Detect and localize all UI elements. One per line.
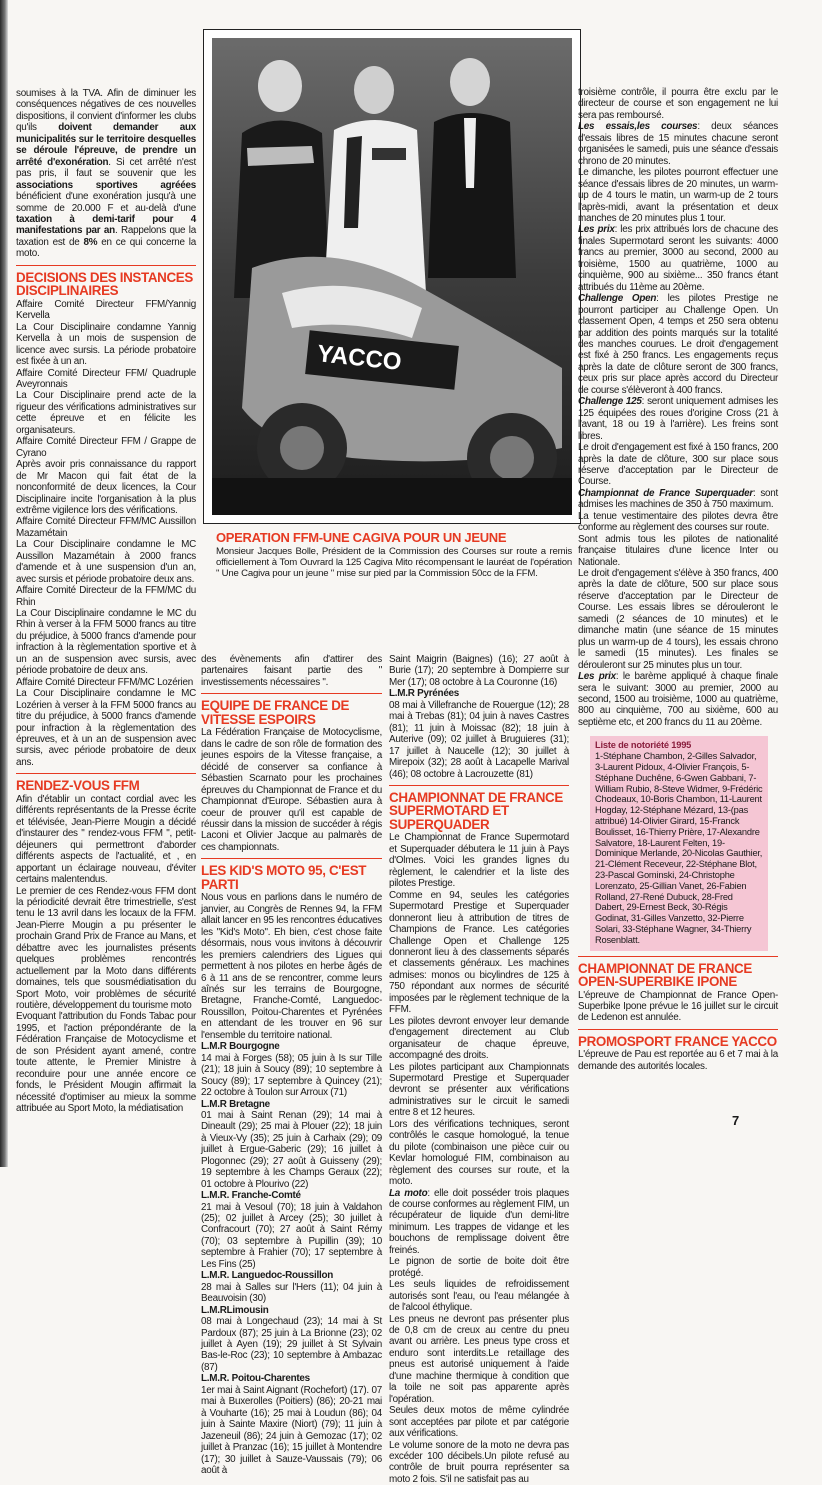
yacco-sign: YACCO	[316, 340, 403, 376]
caption-title: OPERATION FFM-UNE CAGIVA POUR UN JEUNE	[216, 531, 572, 545]
column-3	[389, 654, 569, 1158]
column-2	[201, 654, 382, 1158]
moto-para: La moto: elle doit posséder trois plaques de course conformes au règlement FIM, un récupérateur de liquide d'un demi-litre minimum. Les trappes de vidange et les bouchons de remplissage doivent être freinés.	[389, 1188, 569, 1257]
decision-para: Affaire Comité Directeur FFM/MC Aussillon Mazamétain	[16, 516, 196, 539]
yacco-para: L'épreuve de Pau est reportée au 6 et 7 mai à la demande des autorités locales.	[578, 1049, 778, 1072]
league-name: L.M.R. Franche-Comté	[201, 1190, 382, 1201]
supermotard-para: Comme en 94, seules les catégories Supermotard Prestige et Superquader donneront lieu à attribution de titres de Champions de France. Les catégories Challenge Open et Challenge 125 donneront lieu à des classements séparés et classements généraux. Les machines admises: monos ou bicylindres de 125 à 750 répondant aux normes de sécurité imposées par le règlement technique de la FFM.	[389, 890, 569, 1016]
league-dates: 01 mai à Saint Renan (29); 14 mai à Dineault (29); 25 mai à Plouer (22); 18 juin à Vieux-Vy (35); 25 juin à Carhaix (29); 09 juillet à Ergue-Gaberic (29); 16 juillet à Plogonnec (29); 27 août à Guisseny (29); 19 septembre à les Champs Geraux (22); 01 octobre à Plourivo (22)	[201, 1110, 382, 1190]
supermotard-para: Le volume sonore de la moto ne devra pas excéder 100 décibels.Un pilote refusé au contrôle de bruit pourra représenter sa moto 2 fois. S'il ne satisfait pas au	[389, 1440, 569, 1485]
league-name: L.M.R. Poitou-Charentes	[201, 1373, 382, 1384]
supermotard-heading: CHAMPIONNAT DE FRANCE SUPERMOTARD ET SUPERQUADER	[389, 791, 569, 832]
essais-para: Les essais,les courses: deux séances d'essais libres de 15 minutes chacune seront organisées le samedi, puis une séance d'essais chrono de 20 minutes.	[578, 121, 778, 167]
column-1	[16, 88, 196, 1158]
supermotard-para: Le Championnat de France Supermotard et Superquader débutera le 11 juin à Pays d'Olmes. Voici les grandes lignes du règlement, le calendrier et la liste des pilotes Prestige.	[389, 832, 569, 889]
decisions-heading: DECISIONS DES INSTANCES DISCIPLINAIRES	[16, 271, 196, 298]
dimanche-para: Le dimanche, les pilotes pourront effectuer une séance d'essais libres de 20 minutes, un warm-up de 4 tours le matin, un warm-up de 2 tours l'après-midi, avant la présentation et deux manches de 20 minutes plus 1 tour.	[578, 167, 778, 224]
photo-illustration	[212, 38, 572, 515]
espoirs-para: La Fédération Française de Motocyclisme, dans le cadre de son rôle de formation des jeunes espoirs de la Vitesse française, a décidé de conserver sa confiance à Sébastien Scarnato pour les prochaines épreuves du Championnat de France et du Championnat d'Europe. Sébastien aura à coeur de prouver qu'il est capable de réussir dans la mission de succéder à régis Laconi et Olivier Jacque au palmarès de ces championnats.	[201, 727, 382, 853]
kids-para: Nous vous en parlions dans le numéro de janvier, au Congrès de Rennes 94, la FFM allait lancer en 95 les rencontres éducatives les "Kid's Moto". Eh bien, c'est chose faite désormais, nous vous invitons à découvrir les premiers calendriers des Ligues qui permettent à nos pilotes en herbe âgés de 6 à 11 ans de se rencontrer, comme leurs aînés sur les terrains de Bourgogne, Bretagne, Franche-Comté, Languedoc-Roussillon, Poitou-Charentes et Pyrénées en attendant de les trouver en 96 sur l'ensemble du territoire national.	[201, 892, 382, 1041]
continued-para: troisième contrôle, il pourra être exclu par le directeur de course et son engagement ne lui sera pas remboursé.	[578, 87, 778, 121]
notoriety-list-title: Liste de notoriété 1995	[595, 740, 691, 750]
league-dates: 08 mai à Longechaud (23); 14 mai à St Pardoux (87); 25 juin à La Brionne (23); 02 juillet à Ayen (19); 29 juillet à St Sylvain Bas-le-Roc (23); 10 septembre à Ambazac (87)	[201, 1316, 382, 1373]
supermotard-para: Les pilotes devront envoyer leur demande d'engagement directement au Club organisateur de chaque épreuve, accompagné des droits.	[389, 1016, 569, 1062]
section-rule	[201, 693, 382, 694]
superquader-para: La tenue vestimentaire des pilotes devra être conforme au règlement des courses sur route.	[578, 511, 778, 534]
section-rule	[16, 773, 196, 774]
c125-fee-para: Le droit d'engagement est fixé à 150 francs, 200 après la date de clôture, 300 sur place sous réserve d'acceptation par le Directeur de Course.	[578, 442, 778, 488]
league-name: L.M.R Pyrénées	[389, 688, 569, 699]
section-rule	[16, 265, 196, 266]
decision-para: La Cour Disciplinaire condamne le MC Lozérien à verser à la FFM 5000 francs au titre du préjudice, à 5000 francs d'amende pour infraction à la règlementation des épreuves, et à un an de suspension avec sursis, avec période probatoire de deux ans.	[16, 688, 196, 768]
award-photo	[212, 38, 572, 515]
page-binding-edge	[0, 0, 8, 1167]
supermotard-para: Les pneus ne devront pas présenter plus de 0,8 cm de creux au centre du pneu avant ou arrière. Les pneus type cross et enduro sont interdits.Le retaillage des pneus est autorisé uniquement à l'aide d'une machine thermique à condition que la toile ne soit pas apparente après l'opération.	[389, 1314, 569, 1406]
supermotard-para: Lors des vérifications techniques, seront contrôlés le casque homologué, la tenue du pilote (combinaison une pièce cuir ou Kevlar homologué FIM, combinaison au règlement des courses sur route, et la moto.	[389, 1119, 569, 1188]
decision-para: Affaire Comité Directeur FFM/Yannig Kervella	[16, 299, 196, 322]
superquader-para: Le droit d'engagement s'élève à 350 francs, 400 après la date de clôture, 500 sur place sous réserve d'acceptation par le Directeur de Course. Les essais libres se dérouleront le samedi (2 séances de 10 minutes) et le dimanche matin (une séance de 15 minutes plus un warm-up de 4 tours), les essais chrono le samedi (15 minutes). Les finales se dérouleront sur 25 minutes plus un tour.	[578, 568, 778, 671]
league-dates: 1er mai à Saint Aignant (Rochefort) (17). 07 mai à Buxerolles (Poitiers) (86); 20-21 mai à Vouharte (16); 25 mai à Loudun (86); 04 juin à Sainte Maxire (Niort) (79); 11 juin à Jazeneuil (86); 24 juin à Gemozac (17); 02 juillet à Pranzac (16); 15 juillet à Montendre (17); 30 juillet à Sauze-Vaussais (79); 06 août à	[201, 1385, 382, 1477]
notoriety-list-box	[590, 736, 768, 950]
section-rule	[389, 785, 569, 786]
section-rule	[578, 1029, 778, 1030]
page-number: 7	[732, 1113, 739, 1128]
superquader-para: Championnat de France Superquader: sont admises les machines de 350 à 750 maximum.	[578, 488, 778, 511]
rdv-para: Le premier de ces Rendez-vous FFM dont la périodicité devrait être trimestrielle, s'est tenu le 13 avril dans les locaux de la FFM. Jean-Pierre Mougin a pu présenter le prochain Grand Prix de France au Mans, et débattre avec les journalistes présents quelques problèmes rencontrés actuellement par la Moto dans différents domaines, tels que sousmédiatisation du Sport Moto, voir problèmes de sécurité routière, développement du tourisme moto	[16, 886, 196, 1012]
section-rule	[201, 858, 382, 859]
notoriety-list-text: 1-Stéphane Chambon, 2-Gilles Salvador, 3-Laurent Pidoux, 4-Olivier François, 5-Stéphane Duchêne, 6-Gwen Gabbani, 7-William Rubio, 8-Steve Widmer, 9-Frédéric Chodeaux, 10-Boris Chambon, 11-Laurent Hogday, 12-Stéphane Mézard, 13-(pas attribué) 14-Olivier Girard, 15-Franck Boulisset, 16-Thierry Prière, 17-Alexandre Salvatore, 18-Laurent Felten, 19-Dominique Merlande, 20-Nicolas Gauthier, 21-Clément Receveur, 22-Stéphane Blot, 23-Pascal Gominski, 24-Christophe Lorenzato, 25-Gillian Vanet, 26-Fabien Rolland, 27-René Dubuck, 28-Fred Dabert, 29-Ernest Beck, 30-Régis Godinat, 31-Gilles Vanzetto, 32-Pierre Solari, 33-Stéphane Wagner, 34-Thierry Rosenblatt.	[595, 751, 762, 945]
supermotard-para: Seules deux motos de même cylindrée sont acceptées par pilote et par catégorie aux vérifications.	[389, 1405, 569, 1439]
decision-para: Affaire Comité Directeur FFM / Grappe de Cyrano	[16, 436, 196, 459]
column-4	[578, 87, 778, 1162]
league-name: L.M.RLimousin	[201, 1305, 382, 1316]
league-name: L.M.R. Languedoc-Roussillon	[201, 1270, 382, 1281]
section-rule	[578, 956, 778, 957]
kids-heading: LES KID'S MOTO 95, C'EST PARTI	[201, 864, 382, 891]
ipone-para: L'épreuve de Championnat de France Open-Superbike Ipone prévue le 16 juillet sur le circuit de Ledenon est annulée.	[578, 990, 778, 1024]
photo-frame	[203, 29, 581, 524]
league-dates: 21 mai à Vesoul (70); 18 juin à Valdahon (25); 02 juillet à Arcey (25); 30 juillet à Confracourt (70); 27 août à Saint Rémy (70); 03 septembre à Pupillin (39); 10 septembre à Frahier (70); 17 septembre à Les Fins (25)	[201, 1202, 382, 1271]
superquader-para: Sont admis tous les pilotes de nationalité française titulaires d'une licence Inter ou Nationale.	[578, 534, 778, 568]
decision-para: La Cour Disciplinaire condamne le MC Aussillon Mazamétain à 2000 francs d'amende et à une suspension d'un an, avec sursis et période probatoire deux ans.	[16, 539, 196, 585]
caption-text: Monsieur Jacques Bolle, Président de la Commission des Courses sur route a remis officiellement à Tom Ouvrard la 125 Cagiva Mito récompensant le lauréat de l'opération " Une Cagiva pour un jeune " mise sur pied par la Commission 50cc de la FFM.	[216, 546, 572, 579]
ipone-heading: CHAMPIONNAT DE FRANCE OPEN-SUPERBIKE IPONE	[578, 962, 778, 989]
supermotard-para: Les pilotes participant aux Championnats Supermotard Prestige et Superquader devront se présenter aux vérifications administratives sur le circuit le samedi entre 8 et 12 heures.	[389, 1062, 569, 1119]
league-dates: 08 mai à Villefranche de Rouergue (12); 28 mai à Trebas (81); 04 juin à naves Castres (81); 11 juin à Moissac (82); 18 juin à Auterive (09); 02 juillet à Bruguieres (31); 17 juillet à Naucelle (12); 30 juillet à Mirepoix (32); 28 août à Lacapelle Marival (46); 08 octobre à Lacrouzette (81)	[389, 700, 569, 780]
prix-para: Les prix: les prix attribués lors de chacune des finales Supermotard seront les suivants: 4000 francs au premier, 3000 au second, 2000 au troisième, 1500 au quatrième, 1000 au cinquième, 900 au sixième... 350 francs étant attribués du 11ème au 20ème.	[578, 224, 778, 293]
decision-para: Affaire Comité Directeur de la FFM/MC du Rhin	[16, 585, 196, 608]
decision-para: La Cour Disciplinaire condamne Yannig Kervella à un mois de suspension de licence avec sursis. La période probatoire est fixée à un an.	[16, 322, 196, 368]
photo-caption	[216, 531, 572, 579]
yacco-heading: PROMOSPORT FRANCE YACCO	[578, 1035, 778, 1049]
rdv-heading: RENDEZ-VOUS FFM	[16, 779, 196, 793]
league-dates: 28 mai à Salles sur l'Hers (11); 04 juin à Beauvoisin (30)	[201, 1282, 382, 1305]
league-dates: 14 mai à Forges (58); 05 juin à Is sur Tille (21); 18 juin à Soucy (89); 10 septembre à Soucy (89); 17 septembre à Quincey (21); 22 octobre à Toulon sur Arroux (71)	[201, 1053, 382, 1099]
tva-paragraph: soumises à la TVA. Afin de diminuer les conséquences négatives de ces nouvelles dispositions, il convient d'informer les clubs qu'ils doivent demander aux municipalités sur le territoire desquelles se déroule l'épreuve, de prendre un arrêté d'exonération. Si cet arrêté n'est pas pris, il faut se souvenir que les associations sportives agréées bénéficient d'une exonération jusqu'à une somme de 20.000 F et au-delà d'une taxation à demi-tarif pour 4 manifestations par an. Rappelons que la taxation est de 8% en ce qui concerne la moto.	[16, 88, 196, 260]
espoirs-heading: EQUIPE DE FRANCE DE VITESSE ESPOIRS	[201, 699, 382, 726]
continued-para: Saint Maigrin (Baignes) (16); 27 août à Burie (17); 20 septembre à Dompierre sur Mer (17); 08 octobre à La Couronne (16)	[389, 654, 569, 688]
decision-para: Après avoir pris connaissance du rapport de Mr Macon qui fait état de la nonconformité de deux licences, la Cour Disciplinaire incite l'organisation à la plus extrême vigilence lors des vérifications.	[16, 459, 196, 516]
decision-para: Affaire Comité Directeur FFM/ Quadruple Aveyronnais	[16, 368, 196, 391]
league-name: L.M.R Bretagne	[201, 1099, 382, 1110]
supermotard-para: Les seuls liquides de refroidissement autorisés sont l'eau, ou l'eau mélangée à de l'alcool éthylique.	[389, 1279, 569, 1313]
decision-para: Affaire Comité Directeur FFM/MC Lozérien	[16, 677, 196, 688]
c125-para: Challenge 125: seront uniquement admises les 125 équipées des roues d'origine Cross (21 à l'avant, 18 ou 19 à l'arrière). Les freins sont libres.	[578, 396, 778, 442]
decision-para: La Cour Disciplinaire prend acte de la rigueur des vérifications administratives sur cette épreuve et en félicite les organisateurs.	[16, 390, 196, 436]
open-para: Challenge Open: les pilotes Prestige ne pourront participer au Challenge Open. Un classement Open, 4 temps et 250 sera obtenu par addition des points marqués sur la totalité des manches courues. Le droit d'engagement est fixé à 250 francs. Les engagements reçus après la date de clôture seront de 300 francs, ceux pris sur place après accord du Directeur de course s'élèveront à 400 francs.	[578, 293, 778, 396]
continued-para: des évènements afin d'attirer des partenaires faisant partie des " investissements nécessaires ".	[201, 654, 382, 688]
supermotard-para: Le pignon de sortie de boite doit être protégé.	[389, 1256, 569, 1279]
rdv-para: Evoquant l'attribution du Fonds Tabac pour 1995, et l'action prépondérante de la Fédération Française de Motocyclisme et de son Président ayant amené, contre toute attente, le Premier Ministre à reconduire pour une année encore ce fonds, le Président Mougin affirmait la nécessité d'optimiser au mieux la somme attribuée au Sport Moto, la médiatisation	[16, 1011, 196, 1114]
rdv-para: Afin d'établir un contact cordial avec les différents représentants de la Presse écrite et télévisée, Jean-Pierre Mougin a décidé d'instaurer des " rendez-vous FFM ", petit-déjeuners qui permettront d'aborder différents aspects de l'actualité, et , en apportant un éclairage nouveau, d'éviter certains malentendus.	[16, 794, 196, 886]
prix2-para: Les prix: le barème appliqué à chaque finale sera le suivant: 3000 au premier, 2000 au second, 1500 au troisième, 1000 au quatrième, 800 au cinquième, 700 au sixième, 600 au septième etc, et 200 francs du 11 au 20ème.	[578, 671, 778, 728]
decision-para: La Cour Disciplinaire condamne le MC du Rhin à verser à la FFM 5000 francs au titre du préjudice, à 5000 francs d'amende pour infraction à la règlementation sportive et à un an de suspension avec sursis, avec période probatoire de deux ans.	[16, 608, 196, 677]
league-name: L.M.R Bourgogne	[201, 1041, 382, 1052]
